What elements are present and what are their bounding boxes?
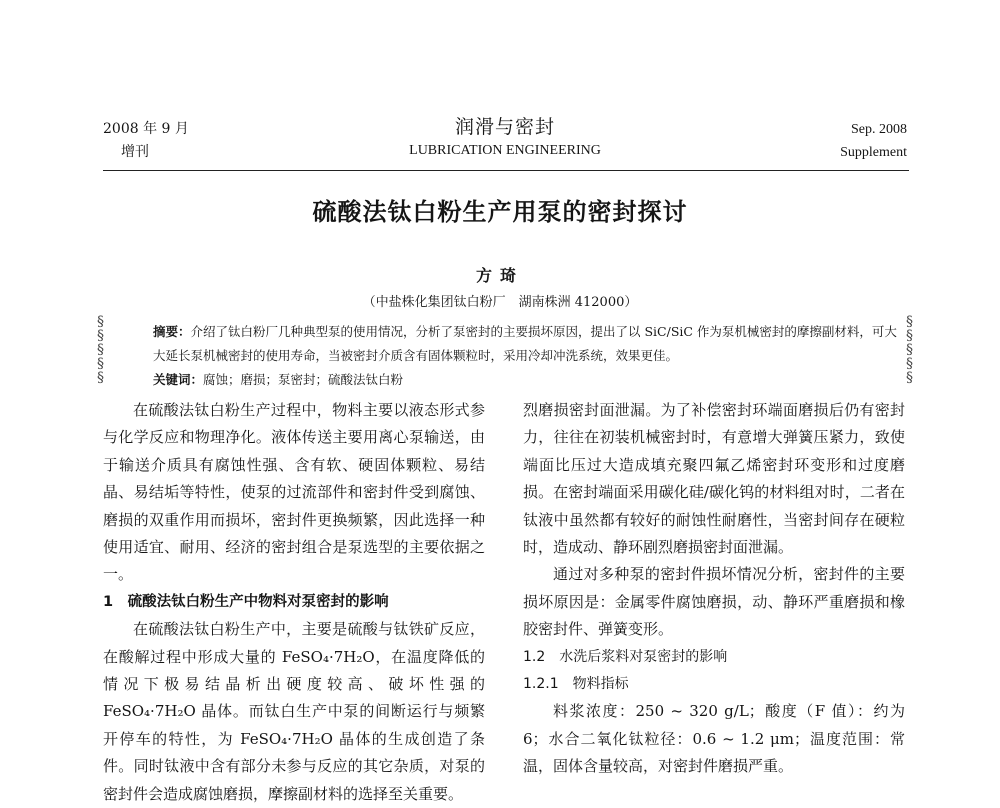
paper-author: 方琦 xyxy=(475,266,524,285)
paper-affiliation: （中盐株化集团钛白粉厂 湖南株洲 412000） xyxy=(362,295,638,310)
header-issue-en: Supplement xyxy=(840,145,907,160)
paper-title: 硫酸法钛白粉生产用泵的密封探讨 xyxy=(312,198,688,226)
subsubsection-heading: 1.2.1 物料指标 xyxy=(523,676,629,693)
body-paragraph: 料浆浓度：250 ~ 320 g/L；酸度（F 值）：约为 6；水合二氧化钛粒径：0.6 ~ 1.2 μm；温度范围：常温，固体含量较高，对密封件磨损严重。 xyxy=(523,702,905,776)
keywords-label: 关键词： xyxy=(153,372,204,387)
body-column-right xyxy=(523,397,905,781)
header-left xyxy=(103,118,189,164)
body-paragraph: 在硫酸法钛白粉生产中，主要是硫酸与钛铁矿反应，在酸解过程中形成大量的 FeSO₄·7H₂O，在温度降低的情况下极易结晶析出硬度较高、破坏性强的 FeSO₄·7H₂O 晶体。而钛白生产中泵的间断运行与频繁开停车的特性，为 FeSO₄·7H₂O 晶体的生成创造了条件。同时钛液中含有部分未参与反应的其它杂质，对泵的密封件会造成腐蚀磨损，摩擦副材料的选择至关重要。 xyxy=(103,620,485,803)
abstract xyxy=(123,320,903,368)
keywords-text: 腐蚀；磨损；泵密封；硫酸法钛白粉 xyxy=(203,372,404,387)
subsection-heading: 1.2 水洗后浆料对泵密封的影响 xyxy=(523,648,728,665)
abstract-label: 摘要： xyxy=(153,324,191,339)
journal-title-en: LUBRICATION ENGINEERING xyxy=(409,143,601,158)
header-rule xyxy=(103,170,909,171)
body-paragraph: 在硫酸法钛白粉生产过程中，物料主要以液态形式参与化学反应和物理净化。液体传送主要用离心泵输送，由于输送介质具有腐蚀性强、含有软、硬固体颗粒、易结晶、易结垢等特性，使泵的过流部件和密封件受到腐蚀、磨损的双重作用而损坏，密封件更换频繁，因此选择一种使用适宜、耐用、经济的密封组合是泵选型的主要依据之一。 xyxy=(103,401,485,584)
body-paragraph: 通过对多种泵的密封件损坏情况分析，密封件的主要损坏原因是：金属零件腐蚀磨损，动、静环严重磨损和橡胶密封件、弹簧变形。 xyxy=(523,565,905,639)
journal-masthead xyxy=(380,113,630,161)
body-column-left xyxy=(103,397,485,808)
journal-title-cn: 润滑与密封 xyxy=(454,116,555,138)
abstract-right-border: § § § § § xyxy=(906,314,913,386)
body-paragraph: 烈磨损密封面泄漏。为了补偿密封环端面磨损后仍有密封力，往往在初装机械密封时，有意增大弹簧压紧力，致使端面比压过大造成填充聚四氟乙烯密封环变形和过度磨损。在密封端面采用碳化硅/碳化钨的材料组对时，二者在钛液中虽然都有较好的耐蚀性耐磨性，当密封间存在硬粒时，造成动、静环剧烈磨损密封面泄漏。 xyxy=(523,401,905,557)
abstract-text: 介绍了钛白粉厂几种典型泵的使用情况，分析了泵密封的主要损坏原因，提出了以 SiC/SiC 作为泵机械密封的摩擦副材料，可大大延长泵机械密封的使用寿命，当被密封介质含有固体颗粒时，采用冷却冲洗系统，效果更佳。 xyxy=(153,324,897,363)
abstract-left-border: § § § § § xyxy=(97,314,104,386)
header-issue-cn: 增刊 xyxy=(121,144,149,160)
header-date-en: Sep. 2008 xyxy=(851,122,907,137)
header-date-cn: 2008 年 9 月 xyxy=(103,121,189,137)
header-right xyxy=(840,118,907,164)
section-heading: 1 硫酸法钛白粉生产中物料对泵密封的影响 xyxy=(103,593,389,610)
keywords xyxy=(153,368,403,392)
